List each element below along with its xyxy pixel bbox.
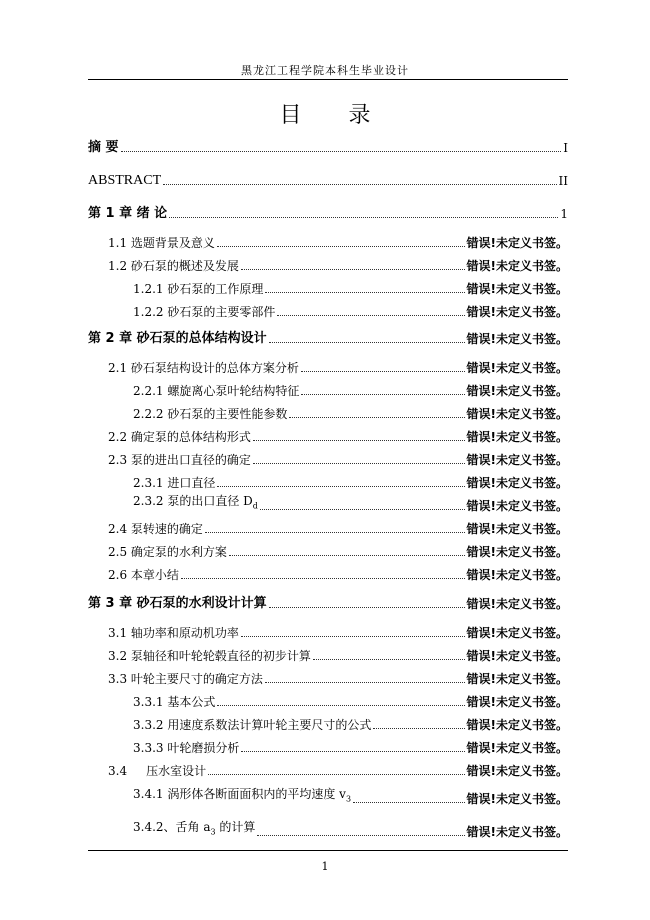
toc-entry-label: 2.2.2 砂石泵的主要性能参数 [133,407,288,421]
toc-entry-chapter-2[interactable] [0,325,568,347]
toc-leader [373,728,464,729]
toc-entry-label: 摘 要 [88,140,119,155]
toc-entry-page: 错误!未定义书签。 [466,453,568,467]
toc-entry-page: 错误!未定义书签。 [466,825,568,839]
toc-entry-label-text-after: 的计算 [215,819,256,834]
toc-leader [217,705,464,706]
toc-entry-label: 第 1 章 绪 论 [88,206,168,221]
toc-entry-page: 错误!未定义书签。 [466,361,568,375]
toc-leader [208,774,464,775]
toc-entry-page: 错误!未定义书签。 [466,545,568,559]
footer-rule [88,850,568,851]
toc-leader [169,217,558,218]
toc-entry-label [133,786,351,807]
toc-entry-3-3-1[interactable] [0,688,568,710]
toc-entry-2-2-2[interactable] [0,400,568,422]
toc-entry-label: 第 3 章 砂石泵的水利设计计算 [88,596,267,611]
toc-entry-3-4[interactable] [0,757,568,779]
page-title: 目 录 [279,103,391,128]
toc-entry-label-text: 3.4.2、舌角 a [133,819,211,834]
toc-entry-label: 3.2 泵轴径和叶轮轮毂直径的初步计算 [108,649,311,663]
toc-entry-page: 错误!未定义书签。 [466,568,568,582]
toc-leader [241,751,464,752]
toc-entry-page: 错误!未定义书签。 [466,259,568,273]
toc-leader [217,246,465,247]
toc-entry-page: 错误!未定义书签。 [466,332,568,346]
toc-entry-label: 3.3.1 基本公式 [133,695,216,709]
toc-leader [229,555,465,556]
toc-entry-page: 错误!未定义书签。 [466,718,568,732]
toc-entry-chapter-1[interactable] [0,200,568,222]
toc-entry-label: 2.5 确定泵的水利方案 [108,545,227,559]
toc-leader [301,394,464,395]
toc-entry-page: 错误!未定义书签。 [466,626,568,640]
toc-leader [163,184,556,185]
toc-entry-2-6[interactable] [0,561,568,583]
toc-entry-1-1[interactable] [0,229,568,251]
toc-entry-label-text: 2.3.2 泵的出口直径 D [133,493,253,508]
toc-entry-label: 第 2 章 砂石泵的总体结构设计 [88,331,267,346]
page-number: 1 [321,860,329,873]
toc-leader [265,292,464,293]
toc-entry-page: 错误!未定义书签。 [466,741,568,755]
toc-leader [353,802,464,803]
toc-entry-page: 错误!未定义书签。 [466,282,568,296]
toc-entry-page: 错误!未定义书签。 [466,430,568,444]
toc-entry-page: 错误!未定义书签。 [466,672,568,686]
toc-entry-3-2[interactable] [0,642,568,664]
toc-entry-label [133,493,258,514]
toc-entry-3-4-2[interactable] [0,818,568,840]
toc-leader [313,659,465,660]
toc-leader [217,486,464,487]
toc-leader [241,636,465,637]
toc-entry-page: 错误!未定义书签。 [466,695,568,709]
running-header: 黑龙江工程学院本科生毕业设计 [241,64,409,77]
toc-leader [289,417,464,418]
toc-leader [205,532,465,533]
toc-entry-label: 3.1 轴功率和原动机功率 [108,626,239,640]
toc-entry-page: 错误!未定义书签。 [466,792,568,806]
toc-entry-page: 错误!未定义书签。 [466,522,568,536]
subscript: d [252,501,258,510]
toc-entry-page: II [558,174,568,188]
toc-entry-2-3-2[interactable] [0,492,568,514]
toc-entry-2-2[interactable] [0,423,568,445]
toc-entry-2-3[interactable] [0,446,568,468]
toc-entry-page: 错误!未定义书签。 [466,764,568,778]
toc-entry-2-1[interactable] [0,354,568,376]
toc-leader [277,315,464,316]
toc-entry-page: 错误!未定义书签。 [466,407,568,421]
toc-leader [301,371,465,372]
toc-entry-1-2-1[interactable] [0,275,568,297]
toc-entry-page: 错误!未定义书签。 [466,236,568,250]
subscript: 3 [210,827,216,836]
toc-entry-3-3[interactable] [0,665,568,687]
toc-entry-label: 2.3.1 进口直径 [133,476,216,490]
toc-entry-label: 1.2.2 砂石泵的主要零部件 [133,305,276,319]
toc-entry-label: ABSTRACT [88,173,162,188]
toc-entry-label: 2.3 泵的进出口直径的确定 [108,453,251,467]
toc-leader [269,342,465,343]
toc-entry-page: 错误!未定义书签。 [466,597,568,611]
toc-entry-label: 1.1 选题背景及意义 [108,236,215,250]
toc-entry-2-5[interactable] [0,538,568,560]
toc-entry-page: 错误!未定义书签。 [466,649,568,663]
toc-entry-3-1[interactable] [0,619,568,641]
toc-entry-2-4[interactable] [0,515,568,537]
toc-entry-label: 2.6 本章小结 [108,568,179,582]
toc-leader [253,463,465,464]
toc-entry-3-3-3[interactable] [0,734,568,756]
toc-entry-label: 3.4 压水室设计 [108,764,207,778]
toc-entry-label: 3.3.3 叶轮磨损分析 [133,741,240,755]
toc-entry-2-2-1[interactable] [0,377,568,399]
toc-entry-label: 3.3.2 用速度系数法计算叶轮主要尺寸的公式 [133,718,372,732]
toc-leader [121,151,562,152]
toc-entry-page: 错误!未定义书签。 [466,384,568,398]
toc-entry-page: I [563,141,568,155]
toc-entry-label: 2.4 泵转速的确定 [108,522,203,536]
toc-entry-3-3-2[interactable] [0,711,568,733]
toc-entry-abstract-cn[interactable] [0,134,568,156]
subscript: 3 [345,794,352,803]
toc-entry-label: 2.1 砂石泵结构设计的总体方案分析 [108,361,299,375]
toc-entry-1-2[interactable] [0,252,568,274]
toc-leader [269,607,465,608]
toc-entry-3-4-1[interactable] [0,785,568,807]
toc-leader [260,509,465,510]
toc-leader [181,578,465,579]
toc-entry-label [133,819,255,840]
toc-entry-page: 1 [560,207,568,221]
toc-entry-page: 错误!未定义书签。 [466,305,568,319]
toc-leader [265,682,465,683]
toc-leader [257,835,464,836]
toc-entry-label: 2.2 确定泵的总体结构形式 [108,430,251,444]
toc-entry-page: 错误!未定义书签。 [466,499,568,513]
toc-leader [241,269,465,270]
toc-entry-abstract-en[interactable] [0,167,568,189]
toc-entry-label: 2.2.1 螺旋离心泵叶轮结构特征 [133,384,300,398]
toc-entry-label: 1.2 砂石泵的概述及发展 [108,259,239,273]
toc-entry-label-text: 3.4.1 涡形体各断面面积内的平均速度 v [133,786,346,801]
toc-leader [253,440,465,441]
toc-entry-label: 1.2.1 砂石泵的工作原理 [133,282,264,296]
toc-entry-2-3-1[interactable] [0,469,568,491]
toc-entry-chapter-3[interactable] [0,590,568,612]
toc-entry-1-2-2[interactable] [0,298,568,320]
toc-entry-page: 错误!未定义书签。 [466,476,568,490]
toc-entry-label: 3.3 叶轮主要尺寸的确定方法 [108,672,263,686]
